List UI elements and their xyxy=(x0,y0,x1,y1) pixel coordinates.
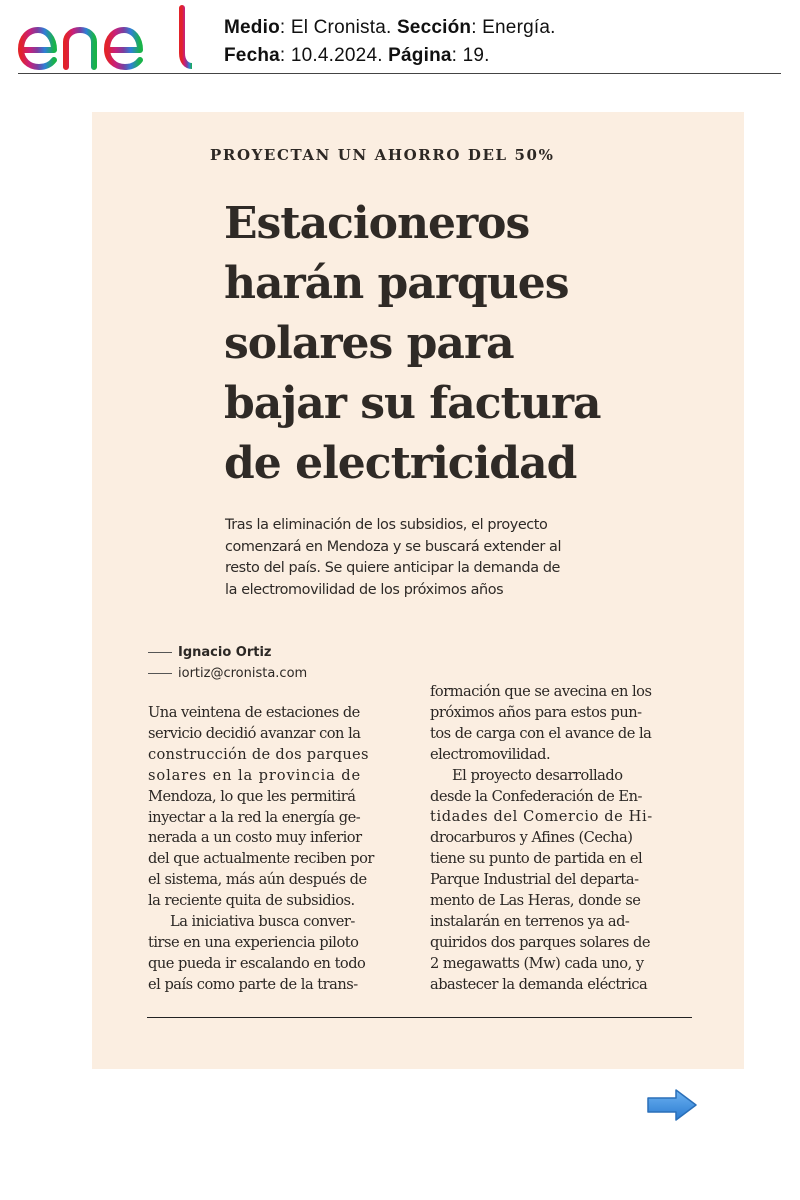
body-line: el país como parte de la trans- xyxy=(148,975,358,993)
enel-logo xyxy=(16,4,192,70)
author-email: iortiz@cronista.com xyxy=(178,666,308,681)
pagina-value: : 19. xyxy=(451,45,490,66)
body-line: nerada a un costo muy inferior xyxy=(148,829,362,847)
headline-line: solares para xyxy=(224,318,514,369)
seccion-label: Sección xyxy=(396,17,472,38)
headline-line: harán parques xyxy=(224,258,569,309)
body-line: La iniciativa busca conver- xyxy=(170,913,355,931)
body-line: electromovilidad. xyxy=(430,745,551,763)
body-line: drocarburos y Afines (Cecha) xyxy=(430,829,633,847)
header-divider xyxy=(18,73,781,74)
headline-line: Estacioneros xyxy=(224,198,530,249)
deck-line: comenzará en Mendoza y se buscará extender al xyxy=(225,538,562,555)
body-line: abastecer la demanda eléctrica xyxy=(430,975,648,993)
pagina-label: Página xyxy=(388,45,452,66)
deck-line: la electromovilidad de los próximos años xyxy=(225,581,504,598)
body-line: servicio decidió avanzar con la xyxy=(148,724,361,742)
byline-dash xyxy=(148,673,172,674)
medio-value: : El Cronista. xyxy=(279,17,397,38)
body-line: próximos años para estos pun- xyxy=(430,703,642,721)
body-line: 2 megawatts (Mw) cada uno, y xyxy=(430,954,644,972)
body-line: tirse en una experiencia piloto xyxy=(148,933,359,951)
body-line: quiridos dos parques solares de xyxy=(430,933,650,951)
body-line: formación que se avecina en los xyxy=(430,683,652,700)
body-line: Mendoza, lo que les permitirá xyxy=(148,787,356,805)
body-line: inyectar a la red la energía ge- xyxy=(148,808,361,826)
body-line: tidades del Comercio de Hi- xyxy=(430,808,653,826)
right-arrow-icon[interactable] xyxy=(646,1088,698,1122)
headline-line: de electricidad xyxy=(224,438,577,489)
article-kicker: PROYECTAN UN AHORRO DEL 50% xyxy=(210,146,555,164)
article-headline xyxy=(224,194,644,494)
body-line: desde la Confederación de En- xyxy=(430,787,642,805)
fecha-label: Fecha xyxy=(224,45,280,66)
body-line: tos de carga con el avance de la xyxy=(430,724,652,742)
body-line: del que actualmente reciben por xyxy=(148,850,374,868)
article-deck xyxy=(225,515,645,601)
column-end-rule xyxy=(147,1017,692,1018)
meta-line-1 xyxy=(224,14,556,42)
seccion-value: : Energía. xyxy=(471,17,556,38)
body-line: Una veintena de estaciones de xyxy=(148,704,360,721)
author-name: Ignacio Ortiz xyxy=(178,645,272,660)
newspaper-clipping xyxy=(92,112,744,1069)
page-header xyxy=(0,0,800,76)
body-line: solares en la provincia de xyxy=(148,766,362,784)
body-line: Parque Industrial del departa- xyxy=(430,871,639,889)
medio-label: Medio xyxy=(224,17,280,38)
publication-meta xyxy=(224,14,556,70)
body-line: que pueda ir escalando en todo xyxy=(148,954,366,972)
body-line: El proyecto desarrollado xyxy=(452,766,623,784)
meta-line-2 xyxy=(224,42,556,70)
headline-line: bajar su factura xyxy=(224,378,601,429)
body-line: la reciente quita de subsidios. xyxy=(148,892,355,910)
deck-line: Tras la eliminación de los subsidios, el proyecto xyxy=(225,517,548,533)
body-line: tiene su punto de partida en el xyxy=(430,850,643,868)
article-byline xyxy=(148,642,307,684)
deck-line: resto del país. Se quiere anticipar la demanda de xyxy=(225,560,561,576)
body-line: construcción de dos parques xyxy=(148,745,369,763)
byline-dash xyxy=(148,652,172,653)
fecha-value: : 10.4.2024. xyxy=(279,45,389,66)
body-column-2 xyxy=(430,682,700,996)
body-line: el sistema, más aún después de xyxy=(148,871,367,889)
body-line: mento de Las Heras, donde se xyxy=(430,892,641,910)
body-column-1 xyxy=(148,703,418,996)
body-line: instalarán en terrenos ya ad- xyxy=(430,912,630,930)
